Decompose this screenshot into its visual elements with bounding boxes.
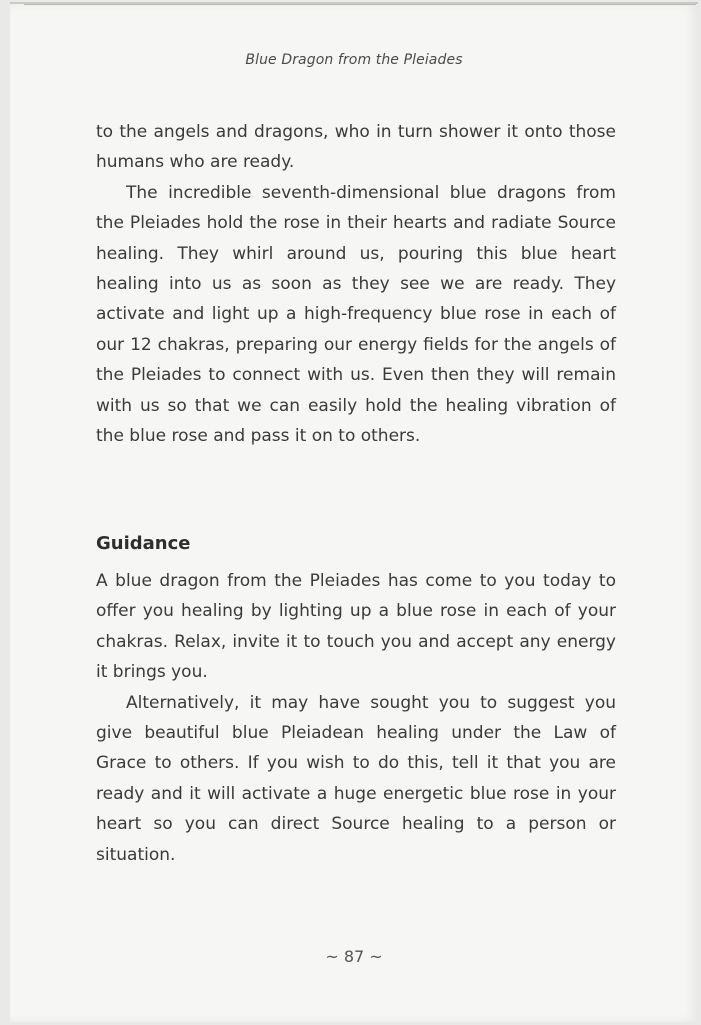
- section-heading-guidance: Guidance: [96, 533, 191, 554]
- book-page: [10, 2, 698, 1022]
- page-number: ~ 87 ~: [325, 947, 383, 966]
- guidance-paragraph-2: Alternatively, it may have sought you to suggest you give beautiful blue Pleiadean healing under the Law of Grace to others. If you wish to do this, tell it that you are ready and it will activate a huge energetic blue rose in your heart so you can direct Source healing to a person or situation.: [96, 692, 616, 865]
- guidance-section: [96, 566, 616, 870]
- intro-paragraph-2: The incredible seventh-dimensional blue dragons from the Pleiades hold the rose in their hearts and radiate Source healing. They whirl around us, pouring this blue heart healing into us as soon as they see we are ready. They activate and light up a high-frequency blue rose in each of our 12 chakras, preparing our energy fields for the angels of the Pleiades to connect with us. Even then they will remain with us so that we can easily hold the healing vibration of the blue rose and pass it on to others.: [96, 182, 616, 447]
- running-head: Blue Dragon from the Pleiades: [245, 52, 463, 68]
- guidance-paragraph-1: A blue dragon from the Pleiades has come to you today to offer you healing by lighting up a blue rose in each of your chakras. Relax, invite it to touch you and accept any energy it brings you.: [96, 571, 616, 683]
- intro-paragraph-1: to the angels and dragons, who in turn shower it onto those humans who are ready.: [96, 122, 616, 173]
- intro-section: [96, 117, 616, 451]
- page-edge-rule: [24, 4, 696, 5]
